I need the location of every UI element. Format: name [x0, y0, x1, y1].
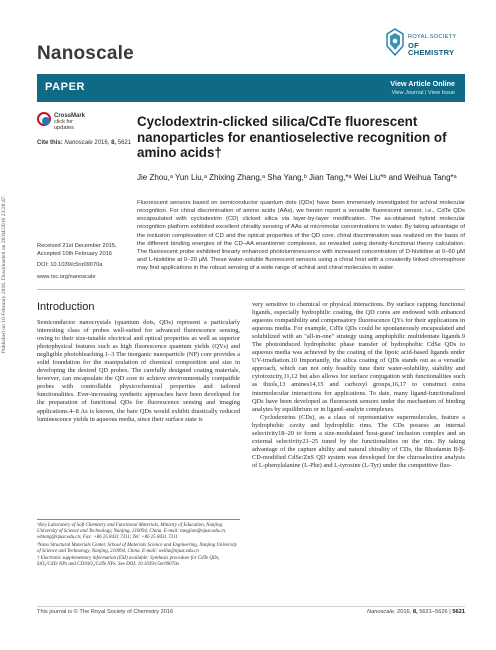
rsc-logo-text	[408, 34, 465, 57]
footer-journal: Nanoscale,	[366, 609, 396, 615]
intro-paragraph-1: Semiconductor nanocrystals (quantum dots, QDs) represent a particularly interesting class of probes well-suited for advanced fluorescence sensing, owing to their size-tunable electrical and optical properties as well as superior photophysical features such as high fluorescence quantum yields (QYs) and negligible photobleaching.1–3 The inorganic nanoparticle (NP) core provides a solid foundation for the manipulation of chemical composition and size in developing the desired QD probes. The carefully designed coating materials, however, can encapsulate the QD core to achieve environmentally compatible probes with controllable physicochemical properties and tailored functionalities. Ever-increasing synthetic approaches have been developed for the preparation of functional QDs for fluorescence sensing and imaging applications.4–8 As is known, the bare QDs would exhibit drastically reduced luminescence yields in aqueous media, since their surface state is	[37, 319, 240, 423]
view-article-online-link[interactable]: View Article Online	[390, 79, 455, 88]
introduction-heading: Introduction	[37, 301, 95, 313]
rsc-logo-line2: OF CHEMISTRY	[408, 40, 455, 57]
rsc-logo-line1: ROYAL SOCIETY	[408, 34, 457, 40]
side-note-text: Published on 10 February 2016. Downloaded on 26/04/2016 23:28:47.	[1, 195, 7, 354]
footnote-affiliation-b: ᵇNano Structural Materials Center, School of Materials Science and Engineering, Nanjing University of Science and Technology, Nanjing, 210094, China. E-mail: weiliu@njust.edu.cn	[37, 542, 238, 554]
footer-citation: Nanoscale, 2016, 8, 5621–5626 | 5621	[366, 609, 465, 615]
cite-journal: Nanoscale	[64, 140, 93, 146]
footnote-rule	[37, 519, 240, 520]
intro-paragraph-3: Cyclodextrins (CDs), as a class of representative supermolecules, feature a hydrophobic cavity and hydrophilic rims. The CDs possess an internal selectivity18–20 to form a size-modulated 'host-guest' inclusion complex and an external selectivity21–25 tuned by the functionalities on the rim. By taking advantage of the capture ability and natural chirality of CDs, the Rhodamin B/β-CD-modified CdSe/ZnS QD system was developed for the chiroselective analysis of L-phenylalanine (L-Phe) and L-tyrosine (L-Tyr) under the competitive fluo-	[252, 413, 465, 469]
article-authors: Jie Zhou,ᵃ Yun Liu,ᵃ Zhixing Zhang,ᵃ Sha Yang,ᵇ Jian Tang,*ᵃ Wei Liu*ᵇ and Weihua Tang*ᵃ	[137, 173, 457, 182]
crossmark-sublabel: click for updates	[54, 119, 74, 132]
cite-prefix: Cite this:	[37, 140, 63, 146]
crossmark-label: CrossMark	[54, 113, 86, 119]
journal-url-link[interactable]: www.rsc.org/nanoscale	[37, 273, 96, 280]
footnote-affiliation-a: ᵃKey Laboratory of Soft Chemistry and Functional Materials, Ministry of Education, Nanjing University of Science and Technology, Nanjing, 210094, China. E-mail: tangjian@njust.edu.cn, whtang@njust.edu.cn; Fax: +86 25 8431 7311; Tel: +86 25 8431 7311	[37, 523, 227, 541]
rsc-logo[interactable]	[385, 26, 465, 60]
footer-pages: 5621–5626	[419, 609, 448, 615]
footer-year: 2016,	[397, 609, 412, 615]
article-abstract: Fluorescent sensors based on semiconductor quantum dots (QDs) have been immensely investigated for achiral molecular recognition. For chiral discrimination of amino acids (AAs), we herein report a versatile fluorescent sensor, i.e., CdTe QDs encapsulated with cyclodextrin (CD) clicked silica via layer-by-layer modification. The as-obtained hybrid molecular recognition platform exhibited excellent chirality sensing of AAs at micromolar concentrations in water. By taking advantage of the inclusion complexation of CD and the optical properties of the QD core, chiral discrimination was realized on the basis of the different binding energies of the CD–AA enantiomer complexes, as revealed using density-functional theory calculation. The fluorescent probe exhibited linearly enhanced photoluminescence with increased concentration of D-histidine at 0–60 μM and L-histidine at 0–20 μM. These water-soluble fluorescent sensors using a chiral host with a covalently linked chromophore may find applications in the robust sensing of a wide range of achiral and chiral molecules in water.	[137, 200, 465, 272]
paper-label: PAPER	[45, 81, 86, 93]
intro-right-column	[252, 301, 465, 470]
citation-line	[37, 140, 131, 146]
footnote-esi: † Electronic supplementary information (ESI) available: Synthesis procedure for CdTe QDs, SiO₂/CdTe NPs and CD/SiO₂/CdTe NPs. See DOI: 10.1039/c5nr09070a	[37, 556, 220, 568]
received-date: Received 21st December 2015,	[37, 243, 117, 249]
crossmark-text	[54, 113, 85, 132]
article-dates	[37, 243, 132, 281]
intro-paragraph-2: very sensitive to chemical or physical interactions. By surface capping functional ligands, especially hydrophilic coating, the QD cores are endowed with enhanced aqueous compatibility and compensatory fluorescence QYs for their applications in aqueous media. For example, CdTe QDs could be spontaneously encapsulated and solubilized with an "all-in-one" strategy using amphiphilic multidentate ligands.9 The photoinduced hydrophobic phase transfer of hydrophobic CdSe QDs to aqueous media was achieved by the coating of the lipoic acid-based ligands under UV-irradiation.10 Importantly, the silica coating of QDs stands out as a versatile approach, which can not only feasibly tune their water-solubility, stability and cytotoxicity,11,12 but also allows for surface conjugation with functionalities such as thiols,13 amines14,15 and carboxyl groups,16,17 to construct extra intermolecular interactions for applications. To date, many ligand-functionalized QDs have been developed as fluorescent sensors under the mechanism of binding analytes by equilibrium or in ligand–analyte complexes.	[252, 301, 465, 413]
accepted-date: Accepted 10th February 2016	[37, 250, 112, 257]
footer-page-number: 5621	[452, 609, 465, 615]
paper-type-bar	[37, 74, 465, 102]
cite-page: 5621	[117, 140, 132, 146]
publication-side-note	[1, 0, 11, 650]
footer-copyright: This journal is © The Royal Society of Chemistry 2016	[37, 609, 174, 615]
crossmark-icon	[37, 112, 51, 126]
cite-year: 2016,	[94, 140, 110, 146]
footer-rule	[37, 606, 465, 607]
section-divider	[37, 289, 465, 290]
rsc-crest-icon	[385, 28, 405, 56]
intro-left-column	[37, 319, 240, 424]
doi-text[interactable]: DOI: 10.1039/c5nr09070a	[37, 262, 103, 269]
article-title: Cyclodextrin-clicked silica/CdTe fluorescent nanoparticles for enantioselective recognition of amino acids†	[137, 114, 447, 161]
crossmark-badge[interactable]	[37, 112, 86, 142]
footnotes	[37, 523, 240, 570]
cite-volume: 8,	[111, 140, 117, 146]
view-journal-issue-links[interactable]: View Journal | View Issue	[391, 90, 455, 96]
footer-volume: 8,	[412, 609, 418, 615]
journal-title[interactable]: Nanoscale	[37, 43, 134, 64]
